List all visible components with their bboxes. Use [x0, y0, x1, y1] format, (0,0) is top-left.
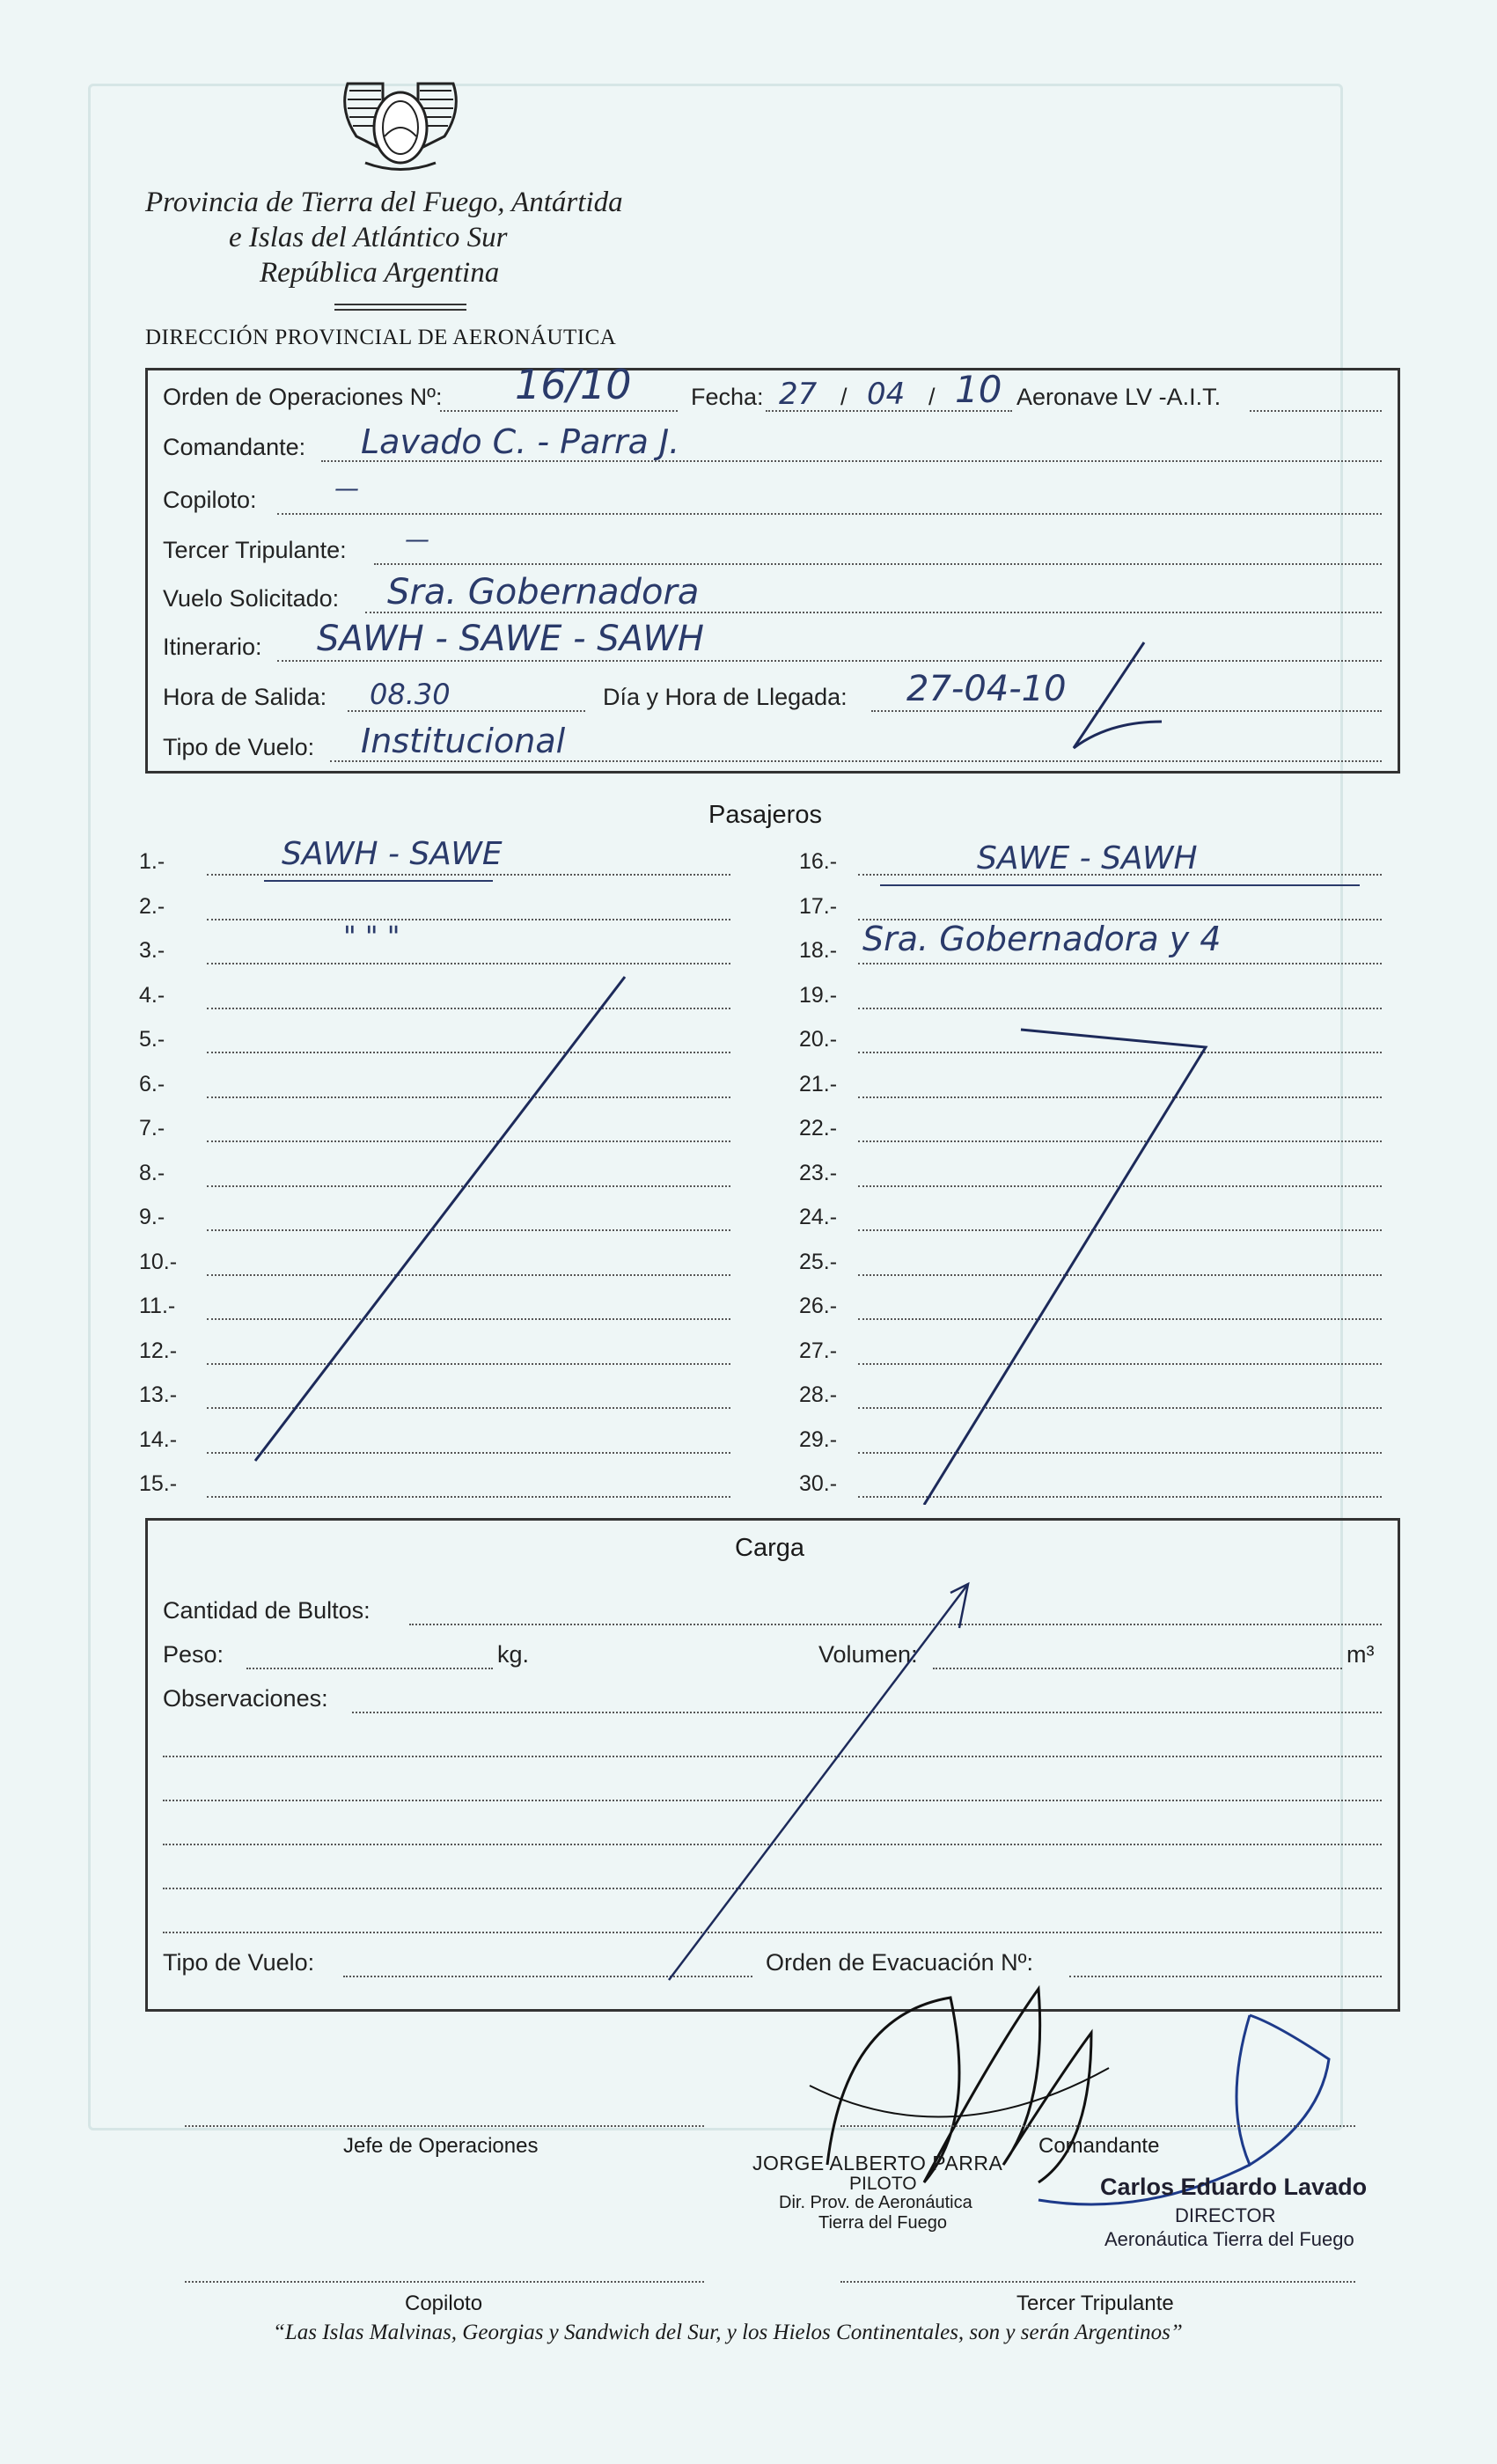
passenger-number: 14.- [139, 1426, 178, 1452]
passenger-number: 11.- [139, 1294, 176, 1318]
passenger-number: 2.- [139, 893, 165, 919]
llegada-label: Día y Hora de Llegada: [603, 684, 848, 710]
comandante-value: Lavado C. - Parra J. [361, 422, 680, 461]
passenger-16-value: SAWE - SAWH [977, 840, 1198, 876]
copiloto-value: — [334, 473, 359, 502]
passenger-number: 15.- [139, 1471, 178, 1496]
passenger-number: 4.- [139, 982, 165, 1008]
province-name-line3: República Argentina [260, 257, 500, 289]
stamp-name: JORGE ALBERTO PARRA [752, 2152, 1003, 2174]
header-divider [334, 304, 466, 305]
pasajeros-title: Pasajeros [708, 801, 822, 829]
fecha-label: Fecha: [691, 384, 764, 410]
vuelo-solicitado-label: Vuelo Solicitado: [163, 585, 340, 612]
carga-tipo-vuelo-label: Tipo de Vuelo: [163, 1949, 315, 1976]
fecha-month: 04 [867, 377, 906, 412]
passenger-entry-line [207, 919, 730, 920]
passenger-number: 9.- [139, 1205, 165, 1229]
passenger-number: 25.- [799, 1249, 838, 1274]
comandante-sign-label: Comandante [1038, 2134, 1160, 2158]
passenger-number: 30.- [799, 1471, 838, 1496]
passenger-number: 10.- [139, 1249, 178, 1274]
itinerario-value: SAWH - SAWE - SAWH [317, 619, 704, 659]
footer-quote: “Las Islas Malvinas, Georgias y Sandwich del Sur, y los Hielos Continentales, son y serán Argentinos” [273, 2321, 1183, 2344]
department-title: DIRECCIÓN PROVINCIAL DE AERONÁUTICA [145, 326, 617, 349]
carga-title: Carga [735, 1534, 804, 1562]
fecha-separator-2: / [928, 384, 936, 410]
passenger-number: 26.- [799, 1294, 838, 1318]
copiloto-sign-label: Copiloto [405, 2292, 483, 2315]
passenger-number: 18.- [799, 938, 838, 963]
hora-salida-value: 08.30 [370, 678, 451, 711]
hora-salida-label: Hora de Salida: [163, 684, 327, 710]
passenger-16-underline [880, 884, 1360, 886]
passenger-number: 5.- [139, 1027, 165, 1052]
carga-cancel-line-icon [642, 1575, 994, 1989]
passenger-number: 21.- [799, 1071, 838, 1096]
tipo-vuelo-value: Institucional [361, 722, 566, 760]
passenger-entry-line [207, 874, 730, 876]
passenger-1-underline [264, 880, 493, 882]
volumen-label: Volumen: [818, 1641, 918, 1668]
fecha-separator: / [840, 384, 848, 410]
stamp-role: PILOTO [849, 2174, 917, 2194]
jefe-operaciones-label: Jefe de Operaciones [343, 2134, 539, 2158]
header-divider-2 [334, 309, 466, 311]
passenger-number: 16.- [799, 849, 838, 874]
fecha-day: 27 [779, 377, 818, 412]
tercer-tripulante-label: Tercer Tripulante: [163, 537, 347, 563]
tipo-vuelo-label: Tipo de Vuelo: [163, 734, 315, 760]
passenger-number: 19.- [799, 982, 838, 1008]
vuelo-solicitado-value: Sra. Gobernadora [387, 572, 700, 612]
passenger-number: 17.- [799, 893, 838, 919]
passenger-number: 8.- [139, 1160, 165, 1185]
orden-label: Orden de Operaciones Nº: [163, 384, 443, 410]
passenger-number: 23.- [799, 1160, 838, 1185]
llegada-value: 27-04-10 [906, 669, 1067, 709]
province-name-line2: e Islas del Atlántico Sur [229, 222, 508, 253]
passenger-number: 3.- [139, 938, 165, 963]
passenger-1-value: SAWH - SAWE [282, 836, 503, 872]
passenger-number: 13.- [139, 1382, 178, 1407]
tercer-tripulante-sign-label: Tercer Tripulante [1016, 2292, 1174, 2315]
passenger-number: 1.- [139, 849, 165, 874]
director-name: Carlos Eduardo Lavado [1100, 2174, 1368, 2200]
aeronave-label: Aeronave LV -A.I.T. [1016, 384, 1222, 410]
passenger-number: 24.- [799, 1205, 838, 1229]
copiloto-label: Copiloto: [163, 487, 257, 513]
passenger-number: 20.- [799, 1027, 838, 1052]
bultos-label: Cantidad de Bultos: [163, 1597, 371, 1624]
province-name-line1: Provincia de Tierra del Fuego, Antártida [145, 187, 623, 218]
stamp-dept-1: Dir. Prov. de Aeronáutica [779, 2193, 972, 2212]
director-role: DIRECTOR [1175, 2204, 1276, 2226]
ops-check-mark-icon [1056, 634, 1179, 757]
director-dept: Aeronáutica Tierra del Fuego [1104, 2228, 1354, 2250]
fecha-year: 10 [955, 368, 1002, 411]
passenger-number: 12.- [139, 1338, 178, 1363]
passenger-number: 6.- [139, 1071, 165, 1096]
itinerario-label: Itinerario: [163, 634, 262, 660]
operations-box [145, 368, 1400, 774]
evacuacion-label: Orden de Evacuación Nº: [766, 1949, 1034, 1976]
passenger-number: 22.- [799, 1116, 838, 1140]
tercer-tripulante-value: — [405, 524, 429, 554]
province-coat-of-arms-icon [330, 66, 471, 180]
volumen-unit: m³ [1347, 1641, 1375, 1668]
comandante-label: Comandante: [163, 434, 306, 460]
orden-value: 16/10 [515, 361, 632, 408]
passenger-number: 29.- [799, 1426, 838, 1452]
passenger-cancel-lines-icon [229, 950, 1285, 1505]
passenger-number: 28.- [799, 1382, 838, 1407]
stamp-dept-2: Tierra del Fuego [818, 2213, 947, 2233]
passenger-18-value: Sra. Gobernadora y 4 [862, 920, 1222, 958]
passenger-number: 7.- [139, 1116, 165, 1140]
observaciones-label: Observaciones: [163, 1685, 328, 1712]
peso-unit: kg. [497, 1641, 530, 1668]
peso-label: Peso: [163, 1641, 224, 1668]
passenger-3-value: " " " [343, 920, 400, 953]
passenger-number: 27.- [799, 1338, 838, 1363]
